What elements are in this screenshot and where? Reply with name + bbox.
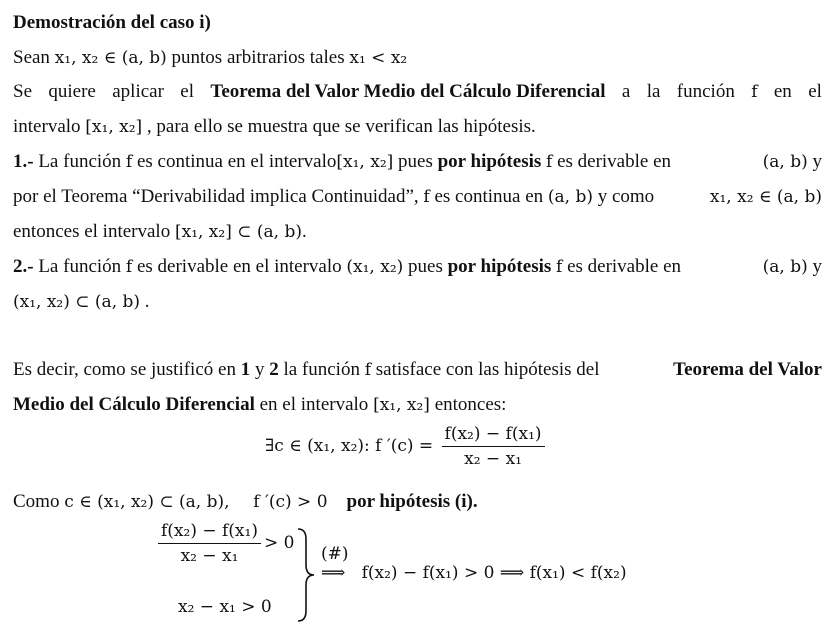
system-first-inequality: $\frac{\text{f(x₂) − f(x₁)}}{\text{x₂ − x₁}}$ > 0 [155,521,294,566]
como-line: Como c ∈ (x₁, x₂) ⊂ (a, b), f ′(c) > 0 por hipótesis (i). [13,491,478,512]
point-1-line-2: por el Teorema “Derivabilidad implica Continuidad”, f es continua en (a, b) y como x₁, x₂ ∈ (a, b) [13,186,822,207]
point-1-line-1: 1.- La función f es continua en el intervalo[x₁, x₂] pues por hipótesis f es derivable en (a, b) y [13,151,822,172]
mvt-fraction: $\frac{\text{f(x₂) − f(x₁)}}{\text{x₂ − x₁}}$ [442,424,545,469]
mvt-equation: ∃c ∈ (x₁, x₂): f ′(c) = $\frac{\text{f(x₂) − f(x₁)}}{\text{x₂ − x₁}}$ [265,424,548,469]
point-1-line-3: entonces el intervalo [x₁, x₂] ⊂ (a, b). [13,221,307,242]
conclusion-line-1: Es decir, como se justificó en 1 y 2 la función f satisface con las hipótesis del Teorema del Valor [13,359,822,380]
point-2-line-1: 2.- La función f es derivable en el intervalo (x₁, x₂) pues por hipótesis f es derivable en (a, b) y [13,256,822,277]
line-intervalo: intervalo [x₁, x₂] , para ello se muestra que se verifican las hipótesis. [13,116,536,137]
conclusion-line-2: Medio del Cálculo Diferencial en el intervalo [x₁, x₂] entonces: [13,394,507,415]
hash-tag: (#) [321,544,349,564]
right-brace [295,527,317,623]
point-2-line-2: (x₁, x₂) ⊂ (a, b) . [13,291,150,312]
line-sean: Sean x₁, x₂ ∈ (a, b) puntos arbitrarios tales x₁ < x₂ [13,47,408,68]
system-implication: ⟹ f(x₂) − f(x₁) > 0 ⟹ f(x₁) < f(x₂) [321,563,627,583]
line-teorema-intro: Se quiere aplicar el Teorema del Valor Medio del Cálculo Diferencial a la función f en el [13,81,822,102]
system-second-inequality: x₂ − x₁ > 0 [178,597,272,617]
system-fraction: $\frac{\text{f(x₂) − f(x₁)}}{\text{x₂ − x₁}}$ [158,521,261,566]
heading: Demostración del caso i) [13,12,211,33]
